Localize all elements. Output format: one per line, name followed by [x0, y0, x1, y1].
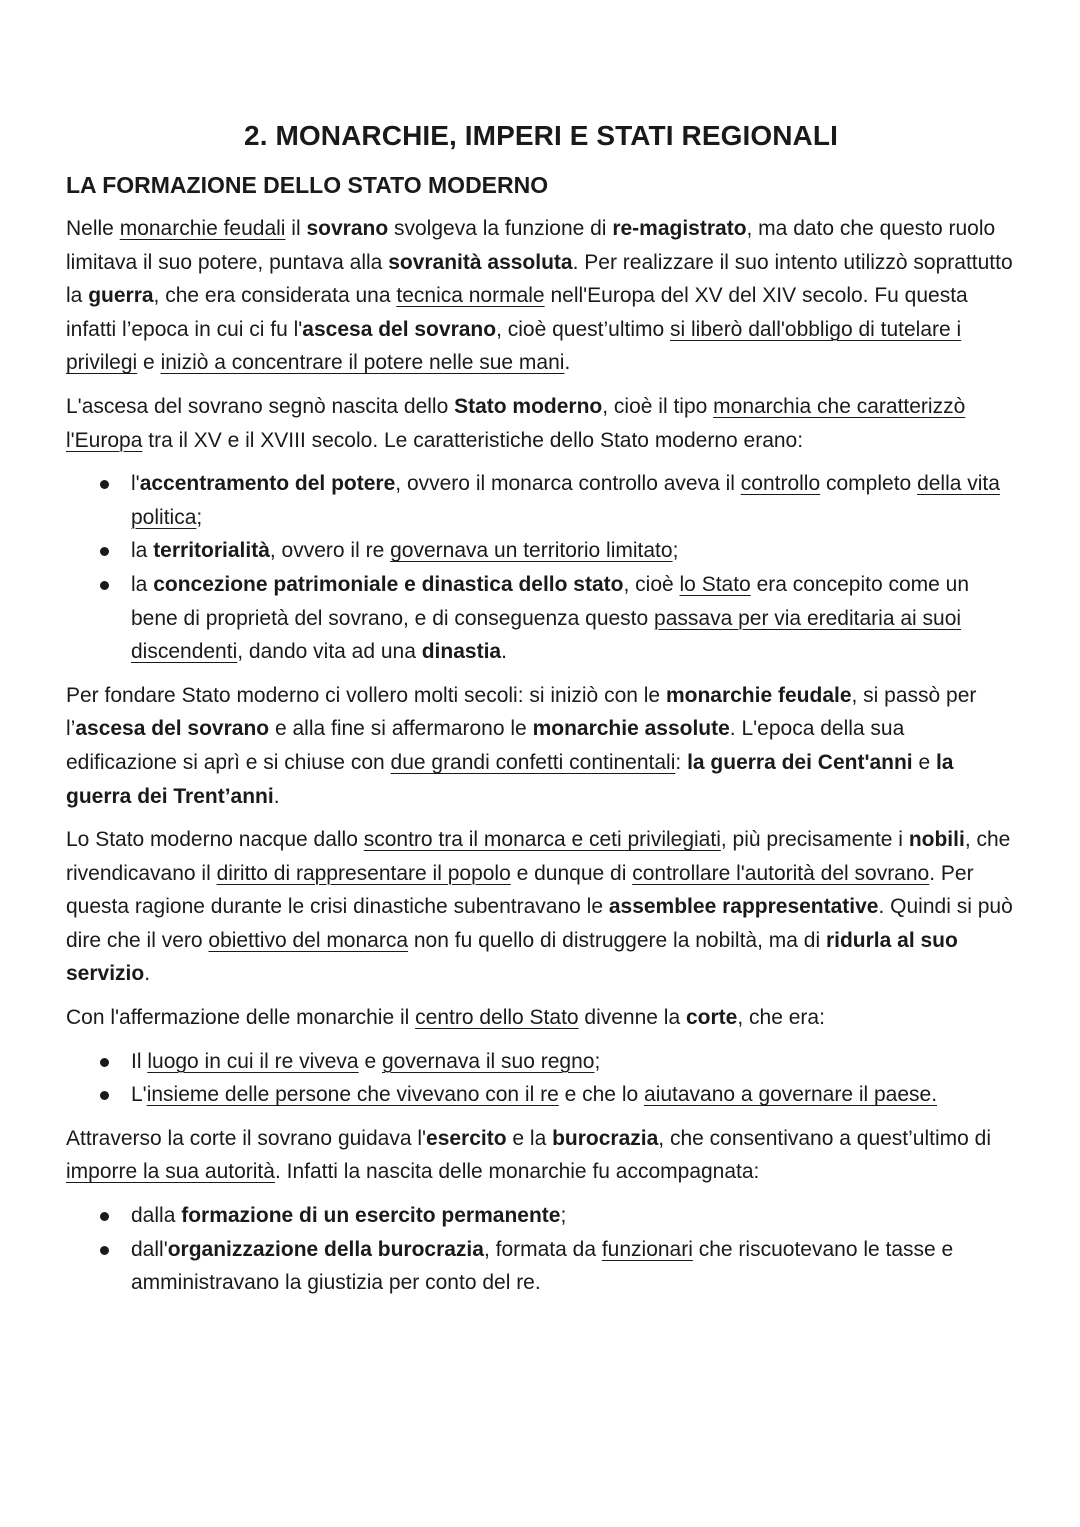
list-item: la territorialità, ovvero il re governava un territorio limitato; [131, 534, 1016, 568]
list-item: dall'organizzazione della burocrazia, formata da funzionari che riscuotevano le tasse e amministravano la giustizia per conto del re. [131, 1233, 1016, 1300]
list-monarchie [66, 1199, 1016, 1300]
page-title: 2. MONARCHIE, IMPERI E STATI REGIONALI [244, 120, 838, 151]
paragraph-fondazione: Per fondare Stato moderno ci vollero molti secoli: si iniziò con le monarchie feudale, si passò per l’ascesa del sovrano e alla fine si affermarono le monarchie assolute. L'epoca della sua edificazione si aprì e si chiuse con due grandi confetti continentali: la guerra dei Cent'anni e la guerra dei Trent’anni. [66, 683, 977, 808]
list-item: L'insieme delle persone che vivevano con il re e che lo aiutavano a governare il paese. [131, 1078, 1016, 1112]
list-item: dalla formazione di un esercito permanente; [131, 1199, 1016, 1233]
list-caratteristiche [66, 467, 1016, 669]
list-corte [66, 1045, 1016, 1112]
paragraph-stato-moderno: L'ascesa del sovrano segnò nascita dello Stato moderno, cioè il tipo monarchia che caratterizzò l'Europa tra il XV e il XVIII secolo. Le caratteristiche dello Stato moderno erano: [66, 394, 966, 452]
paragraph-sovrano: Nelle monarchie feudali il sovrano svolgeva la funzione di re-magistrato, ma dato che questo ruolo limitava il suo potere, puntava alla sovranità assoluta. Per realizzare il suo intento utilizzò soprattutto la guerra, che era considerata una tecnica normale nell'Europa del XV del XIV secolo. Fu questa infatti l’epoca in cui ci fu l'ascesa del sovrano, cioè quest’ultimo si liberò dall'obbligo di tutelare i privilegi e iniziò a concentrare il potere nelle sue mani. [66, 217, 1013, 375]
list-item: l'accentramento del potere, ovvero il monarca controllo aveva il controllo completo della vita politica; [131, 467, 1016, 534]
list-item: Il luogo in cui il re viveva e governava il suo regno; [131, 1045, 1016, 1079]
list-item: la concezione patrimoniale e dinastica dello stato, cioè lo Stato era concepito come un bene di proprietà del sovrano, e di conseguenza questo passava per via ereditaria ai suoi discendenti, dando vita ad una dinastia. [131, 568, 1016, 669]
paragraph-nobili: Lo Stato moderno nacque dallo scontro tra il monarca e ceti privilegiati, più precisamente i nobili, che rivendicavano il diritto di rappresentare il popolo e dunque di controllare l'autorità del sovrano. Per questa ragione durante le crisi dinastiche subentravano le assemblee rappresentative. Quindi si può dire che il vero obiettivo del monarca non fu quello di distruggere la nobiltà, ma di ridurla al suo servizio. [66, 828, 1013, 986]
section-heading: LA FORMAZIONE DELLO STATO MODERNO [66, 172, 549, 198]
paragraph-corte: Con l'affermazione delle monarchie il centro dello Stato divenne la corte, che era: [66, 1006, 825, 1030]
paragraph-esercito: Attraverso la corte il sovrano guidava l'esercito e la burocrazia, che consentivano a quest’ultimo di imporre la sua autorità. Infatti la nascita delle monarchie fu accompagnata: [66, 1126, 991, 1184]
